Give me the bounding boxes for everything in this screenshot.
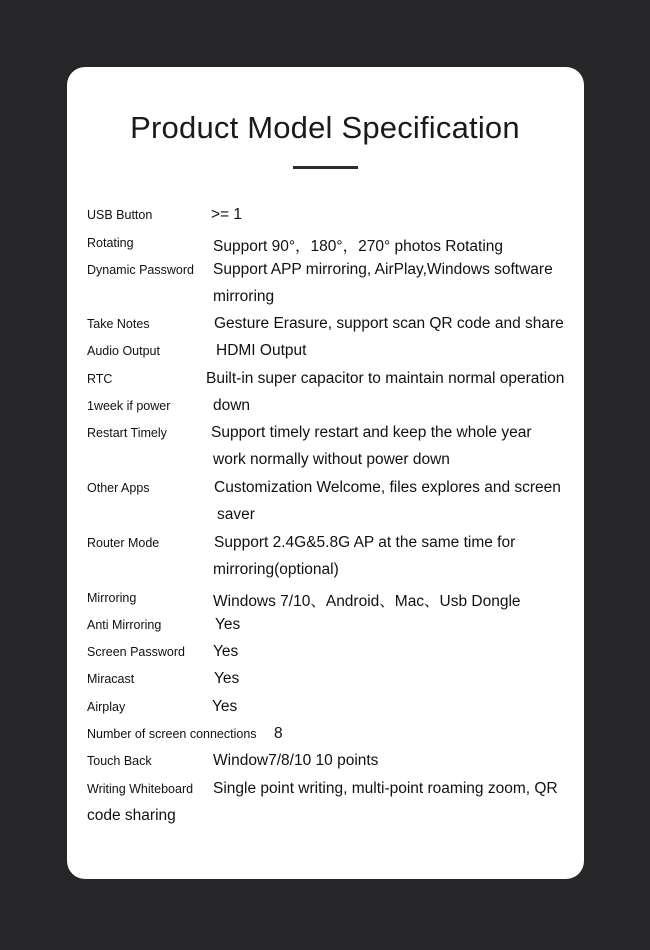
spec-label-router-mode: Router Mode: [87, 536, 160, 550]
spec-value-screen-password: Yes: [213, 643, 239, 660]
spec-value-airplay: Yes: [212, 698, 238, 715]
spec-value-1week: down: [213, 397, 251, 414]
spec-value-miracast: Yes: [214, 670, 240, 687]
spec-value-router-mode-cont: mirroring(optional): [213, 561, 339, 578]
spec-label-screen-connections: Number of screen connections: [87, 727, 257, 741]
spec-value-dynamic-password: Support APP mirroring, AirPlay,Windows software: [213, 261, 553, 278]
spec-value-anti-mirroring: Yes: [215, 616, 241, 633]
spec-label-rtc: RTC: [87, 372, 113, 386]
spec-value-take-notes: Gesture Erasure, support scan QR code and share: [214, 315, 564, 332]
spec-label-take-notes: Take Notes: [87, 317, 150, 331]
spec-value-restart-timely-cont: work normally without power down: [213, 451, 450, 468]
spec-label-anti-mirroring: Anti Mirroring: [87, 618, 162, 632]
spec-value-mirroring: Windows 7/10、Android、Mac、Usb Dongle: [213, 593, 521, 610]
spec-value-rotating: Support 90°，180°，270° photos Rotating: [213, 238, 504, 255]
spec-label-audio-output: Audio Output: [87, 344, 160, 358]
spec-value-rtc: Built-in super capacitor to maintain normal operation: [206, 370, 565, 387]
spec-label-screen-password: Screen Password: [87, 645, 185, 659]
spec-value-dynamic-password-cont: mirroring: [213, 288, 275, 305]
spec-value-other-apps: Customization Welcome, files explores and screen: [214, 479, 561, 496]
spec-label-1week: 1week if power: [87, 399, 171, 413]
spec-label-dynamic-password: Dynamic Password: [87, 263, 194, 277]
spec-value-router-mode: Support 2.4G&5.8G AP at the same time for: [214, 534, 516, 551]
spec-value-touch-back: Window7/8/10 10 points: [213, 752, 379, 769]
spec-value-audio-output: HDMI Output: [216, 342, 307, 359]
spec-value-usb-button: >= 1: [211, 206, 243, 223]
spec-label-airplay: Airplay: [87, 700, 126, 714]
spec-value-writing-whiteboard-cont: code sharing: [87, 807, 176, 824]
page-title: Product Model Specification: [130, 110, 520, 145]
spec-value-other-apps-cont: saver: [217, 506, 255, 523]
spec-label-touch-back: Touch Back: [87, 754, 152, 768]
spec-label-restart-timely: Restart Timely: [87, 426, 167, 440]
spec-value-screen-connections: 8: [274, 725, 283, 742]
spec-value-restart-timely: Support timely restart and keep the whole year: [211, 424, 532, 441]
spec-label-mirroring: Mirroring: [87, 591, 137, 605]
spec-label-miracast: Miracast: [87, 672, 135, 686]
spec-value-writing-whiteboard: Single point writing, multi-point roaming zoom, QR: [213, 780, 558, 797]
spec-label-rotating: Rotating: [87, 236, 134, 250]
title-divider: [293, 166, 358, 169]
spec-label-writing-whiteboard: Writing Whiteboard: [87, 782, 194, 796]
spec-label-other-apps: Other Apps: [87, 481, 150, 495]
spec-label-usb-button: USB Button: [87, 208, 153, 222]
